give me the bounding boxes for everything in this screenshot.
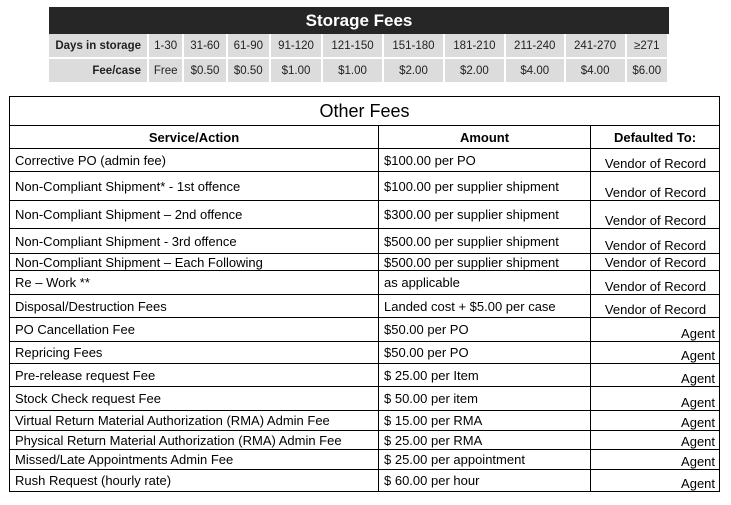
other-fees-title: Other Fees xyxy=(10,97,720,126)
storage-fees-section xyxy=(49,7,669,87)
fee-rows xyxy=(10,149,720,492)
other-fees-table xyxy=(9,96,720,492)
range-cell: 211-240 xyxy=(506,34,566,59)
defaulted-to-cell: Agent xyxy=(591,470,720,492)
range-cell: 1-30 xyxy=(149,34,184,59)
service-cell: Re – Work ** xyxy=(10,271,379,295)
fee-cell: $4.00 xyxy=(506,59,566,82)
service-cell: Non-Compliant Shipment - 3rd offence xyxy=(10,229,379,254)
defaulted-to-cell: Vendor of Record xyxy=(591,295,720,318)
header-row xyxy=(10,126,720,149)
amount-cell: $500.00 per supplier shipment xyxy=(379,229,591,254)
fee-cell: $0.50 xyxy=(184,59,227,82)
defaulted-to-cell: Vendor of Record xyxy=(591,229,720,254)
table-row xyxy=(10,342,720,364)
amount-cell: $ 25.00 per RMA xyxy=(379,431,591,450)
service-cell: Physical Return Material Authorization (RMA) Admin Fee xyxy=(10,431,379,450)
range-cell: 181-210 xyxy=(445,34,506,59)
other-fees-title-row xyxy=(10,97,720,126)
table-row xyxy=(10,201,720,229)
fee-row xyxy=(49,59,669,82)
defaulted-to-cell: Agent xyxy=(591,342,720,364)
defaulted-to-cell: Vendor of Record xyxy=(591,271,720,295)
fee-cell: $4.00 xyxy=(566,59,627,82)
amount-cell: $100.00 per supplier shipment xyxy=(379,172,591,201)
range-cell: 151-180 xyxy=(384,34,445,59)
amount-cell: $ 60.00 per hour xyxy=(379,470,591,492)
days-row xyxy=(49,34,669,59)
table-row xyxy=(10,172,720,201)
range-cell: 31-60 xyxy=(184,34,227,59)
table-row xyxy=(10,318,720,342)
service-cell: Non-Compliant Shipment – Each Following xyxy=(10,254,379,271)
amount-cell: $50.00 per PO xyxy=(379,318,591,342)
service-cell: Missed/Late Appointments Admin Fee xyxy=(10,450,379,470)
fee-cell: $1.00 xyxy=(271,59,323,82)
amount-cell: as applicable xyxy=(379,271,591,295)
storage-fees-table xyxy=(49,34,669,82)
storage-fees-title: Storage Fees xyxy=(49,7,669,34)
fee-cell: $6.00 xyxy=(627,59,669,82)
service-cell: Rush Request (hourly rate) xyxy=(10,470,379,492)
defaulted-to-cell: Agent xyxy=(591,387,720,411)
amount-cell: $ 50.00 per item xyxy=(379,387,591,411)
defaulted-to-cell: Vendor of Record xyxy=(591,254,720,271)
header-service: Service/Action xyxy=(10,126,379,149)
service-cell: Virtual Return Material Authorization (RMA) Admin Fee xyxy=(10,411,379,431)
amount-cell: Landed cost + $5.00 per case xyxy=(379,295,591,318)
range-cell: ≥271 xyxy=(627,34,669,59)
defaulted-to-cell: Agent xyxy=(591,431,720,450)
table-row xyxy=(10,450,720,470)
table-row xyxy=(10,271,720,295)
defaulted-to-cell: Vendor of Record xyxy=(591,149,720,172)
amount-cell: $50.00 per PO xyxy=(379,342,591,364)
amount-cell: $100.00 per PO xyxy=(379,149,591,172)
defaulted-to-cell: Vendor of Record xyxy=(591,172,720,201)
range-cell: 91-120 xyxy=(271,34,323,59)
service-cell: Non-Compliant Shipment* - 1st offence xyxy=(10,172,379,201)
table-row xyxy=(10,431,720,450)
header-defaulted-to: Defaulted To: xyxy=(591,126,720,149)
service-cell: Pre-release request Fee xyxy=(10,364,379,387)
range-cell: 241-270 xyxy=(566,34,627,59)
amount-cell: $ 25.00 per appointment xyxy=(379,450,591,470)
table-row xyxy=(10,411,720,431)
amount-cell: $300.00 per supplier shipment xyxy=(379,201,591,229)
fee-cell: $2.00 xyxy=(384,59,445,82)
service-cell: Disposal/Destruction Fees xyxy=(10,295,379,318)
table-row xyxy=(10,364,720,387)
service-cell: Repricing Fees xyxy=(10,342,379,364)
service-cell: Stock Check request Fee xyxy=(10,387,379,411)
table-row xyxy=(10,387,720,411)
fee-cell: $1.00 xyxy=(323,59,384,82)
service-cell: Corrective PO (admin fee) xyxy=(10,149,379,172)
header-amount: Amount xyxy=(379,126,591,149)
range-cell: 61-90 xyxy=(228,34,271,59)
fee-cell: Free xyxy=(149,59,184,82)
defaulted-to-cell: Agent xyxy=(591,450,720,470)
service-cell: PO Cancellation Fee xyxy=(10,318,379,342)
amount-cell: $500.00 per supplier shipment xyxy=(379,254,591,271)
table-row xyxy=(10,254,720,271)
defaulted-to-cell: Agent xyxy=(591,364,720,387)
fee-label: Fee/case xyxy=(49,59,149,82)
fee-cell: $0.50 xyxy=(228,59,271,82)
defaulted-to-cell: Agent xyxy=(591,318,720,342)
range-cell: 121-150 xyxy=(323,34,384,59)
defaulted-to-cell: Agent xyxy=(591,411,720,431)
service-cell: Non-Compliant Shipment – 2nd offence xyxy=(10,201,379,229)
table-row xyxy=(10,149,720,172)
table-row xyxy=(10,295,720,318)
defaulted-to-cell: Vendor of Record xyxy=(591,201,720,229)
amount-cell: $ 25.00 per Item xyxy=(379,364,591,387)
table-row xyxy=(10,470,720,492)
amount-cell: $ 15.00 per RMA xyxy=(379,411,591,431)
days-label: Days in storage xyxy=(49,34,149,59)
fee-cell: $2.00 xyxy=(445,59,506,82)
table-row xyxy=(10,229,720,254)
